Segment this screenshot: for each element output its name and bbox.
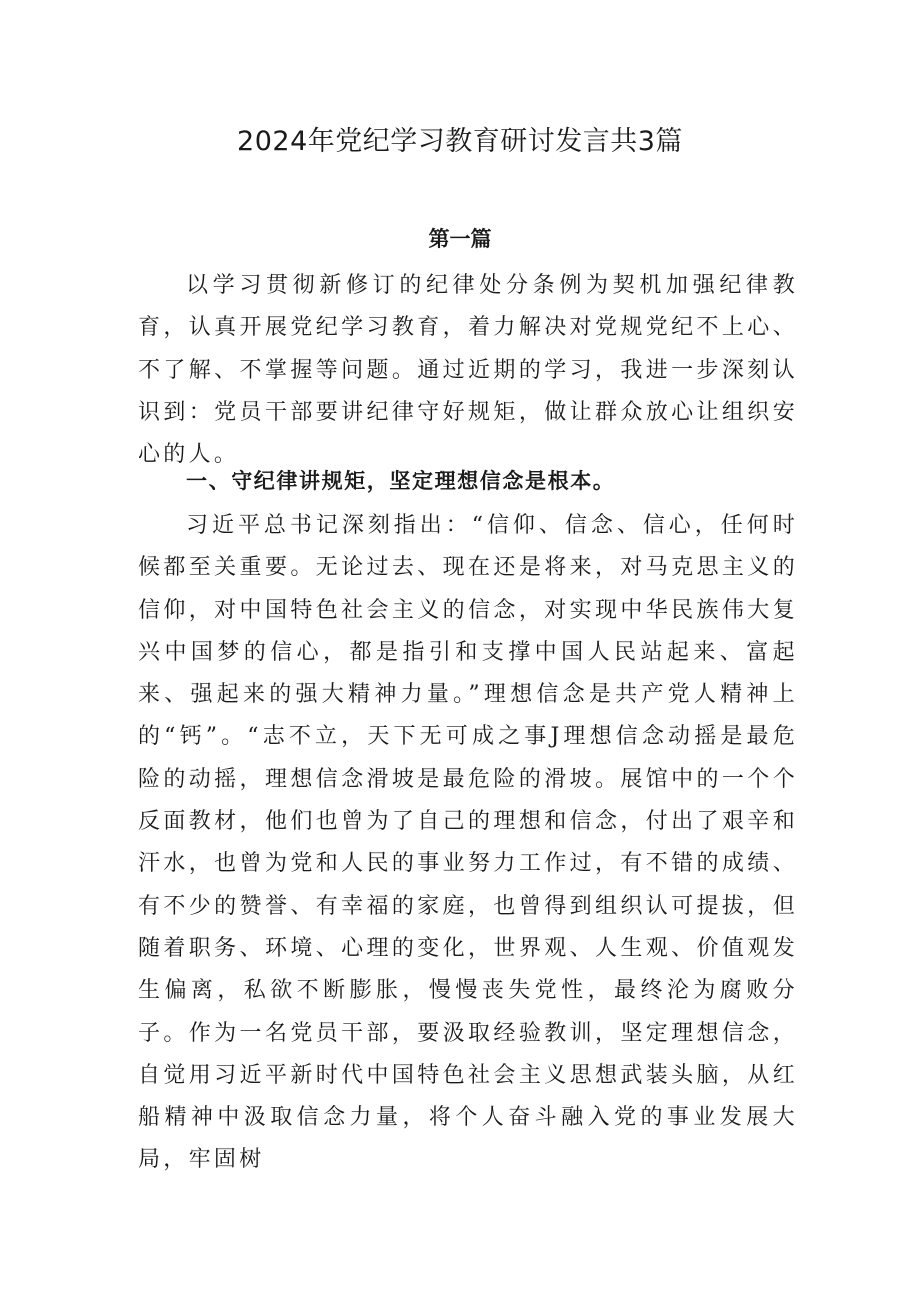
part-title: 第一篇 [428,227,492,251]
body-paragraph: 习近平总书记深刻指出：“信仰、信念、信心，任何时候都至关重要。无论过去、现在还是将来，对马克思主义的信仰，对中国特色社会主义的信念，对实现中华民族伟大复兴中国梦的信心，都是指引和支撑中国人民站起来、富起来、强起来的强大精神力量。”理想信念是共产党人精神上的“钙”。“志不立，天下无可成之事J理想信念动摇是最危险的动摇，理想信念滑坡是最危险的滑坡。展馆中的一个个反面教材，他们也曾为了自己的理想和信念，付出了艰辛和汗水，也曾为党和人民的事业努力工作过，有不错的成绩、有不少的赞誉、有幸福的家庭，也曾得到组织认可提拔，但随着职务、环境、心理的变化，世界观、人生观、价值观发生偏离，私欲不断膨胀，慢慢丧失党性，最终沦为腐败分子。作为一名党员干部，要汲取经验教训，坚定理想信念，自觉用习近平新时代中国特色社会主义思想武装头脑，从红船精神中汲取信念力量，将个人奋斗融入党的事业发展大局，牢固树 [138,513,798,1173]
section-heading: 一、守纪律讲规矩，坚定理想信念是根本。 [186,469,616,493]
document-title: 2024年党纪学习教育研讨发言共3篇 [237,126,683,157]
intro-paragraph: 以学习贯彻新修订的纪律处分条例为契机加强纪律教育，认真开展党纪学习教育，着力解决对党规党纪不上心、不了解、不掌握等问题。通过近期的学习，我进一步深刻认识到：党员干部要讲纪律守好规矩，做让群众放心让组织安心的人。 [138,273,798,468]
